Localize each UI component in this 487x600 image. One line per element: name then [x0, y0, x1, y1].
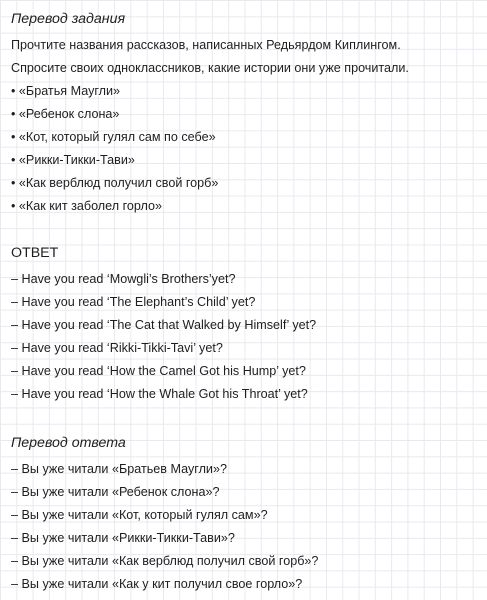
task-translation-heading: Перевод задания	[11, 11, 126, 27]
dash-marker: –	[11, 462, 19, 476]
answer-translation-text: Вы уже читали «Рикки-Тикки-Тави»?	[21, 531, 235, 545]
answer-line	[11, 383, 481, 406]
story-title: «Как верблюд получил свой горб»	[18, 176, 219, 190]
bullet-marker: •	[11, 153, 16, 167]
answer-translation-line	[11, 481, 481, 504]
answer-translation-text: Вы уже читали «Кот, который гулял сам»?	[21, 508, 268, 522]
dash-marker: –	[11, 531, 19, 545]
answer-line	[11, 291, 481, 314]
bullet-marker: •	[11, 130, 16, 144]
answer-line	[11, 268, 481, 291]
document-page	[11, 10, 481, 596]
answer-translation-heading: Перевод ответа	[11, 435, 126, 451]
dash-marker: –	[11, 318, 19, 332]
dash-marker: –	[11, 485, 19, 499]
story-list-item	[11, 80, 481, 103]
dash-marker: –	[11, 341, 19, 355]
story-title: «Рикки-Тикки-Тави»	[18, 153, 135, 167]
bullet-marker: •	[11, 176, 16, 190]
bullet-marker: •	[11, 107, 16, 121]
answer-text: Have you read ‘How the Camel Got his Hump’ yet?	[21, 364, 306, 378]
bullet-marker: •	[11, 84, 16, 98]
dash-marker: –	[11, 554, 19, 568]
answer-translation-line	[11, 573, 481, 596]
answer-line	[11, 314, 481, 337]
answer-translation-section	[11, 434, 481, 596]
answer-text: Have you read ‘The Elephant’s Child’ yet?	[21, 295, 256, 309]
story-list-item	[11, 103, 481, 126]
answer-text: Have you read ‘The Cat that Walked by Himself’ yet?	[21, 318, 317, 332]
dash-marker: –	[11, 387, 19, 401]
story-title: «Братья Маугли»	[18, 84, 121, 98]
answer-line	[11, 337, 481, 360]
answer-text: Have you read ‘How the Whale Got his Throat’ yet?	[21, 387, 308, 401]
story-title: «Ребенок слона»	[18, 107, 120, 121]
dash-marker: –	[11, 364, 19, 378]
task-instruction-line: Прочтите названия рассказов, написанных Редьярдом Киплингом.	[11, 38, 401, 52]
task-instruction-line: Спросите своих одноклассников, какие истории они уже прочитали.	[11, 61, 409, 75]
story-list-item	[11, 149, 481, 172]
dash-marker: –	[11, 272, 19, 286]
answer-translation-text: Вы уже читали «Как верблюд получил свой горб»?	[21, 554, 319, 568]
bullet-marker: •	[11, 199, 16, 213]
story-list-item	[11, 126, 481, 149]
dash-marker: –	[11, 577, 19, 591]
story-list-item	[11, 172, 481, 195]
answer-section	[11, 244, 481, 406]
answer-text: Have you read ‘Mowgli’s Brothers’yet?	[21, 272, 236, 286]
answer-line	[11, 360, 481, 383]
answer-translation-text: Вы уже читали «Ребенок слона»?	[21, 485, 220, 499]
answer-translation-line	[11, 527, 481, 550]
answer-heading: ОТВЕТ	[11, 245, 59, 261]
story-title: «Как кит заболел горло»	[18, 199, 162, 213]
answer-translation-line	[11, 550, 481, 573]
dash-marker: –	[11, 508, 19, 522]
answer-translation-line	[11, 458, 481, 481]
story-list-item	[11, 195, 481, 218]
dash-marker: –	[11, 295, 19, 309]
answer-text: Have you read ‘Rikki-Tikki-Tavi’ yet?	[21, 341, 223, 355]
answer-translation-line	[11, 504, 481, 527]
task-translation-section	[11, 10, 481, 218]
answer-translation-text: Вы уже читали «Как у кит получил свое горло»?	[21, 577, 303, 591]
story-title: «Кот, который гулял сам по себе»	[18, 130, 216, 144]
answer-translation-text: Вы уже читали «Братьев Маугли»?	[21, 462, 227, 476]
